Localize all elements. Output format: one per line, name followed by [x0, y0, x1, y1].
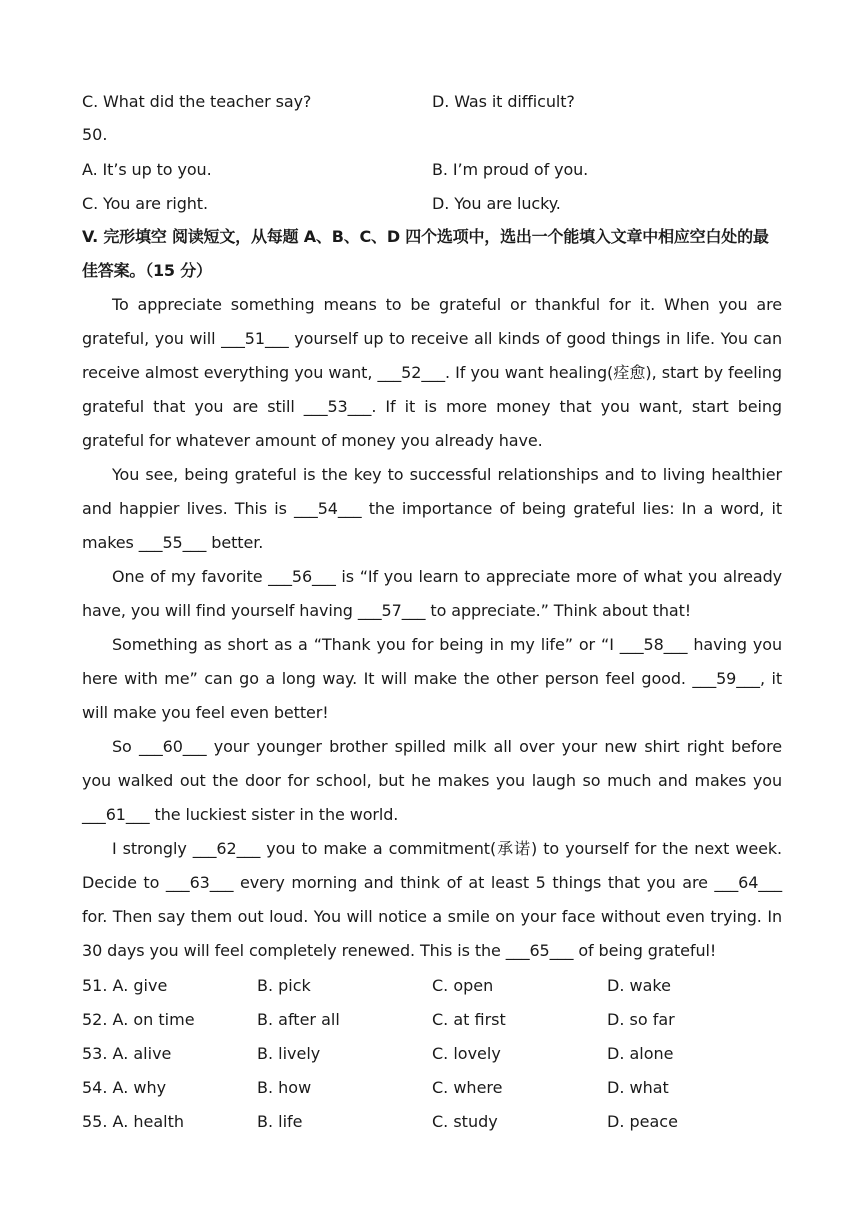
passage-paragraph-2: You see, being grateful is the key to successful relationships and to living healthier and happier lives. This is ___54___ the importance of being grateful lies: In a word, it makes ___55___ better. [82, 465, 782, 552]
option-a: A. It’s up to you. [82, 159, 212, 179]
choice-row-55 [82, 1104, 782, 1138]
option-c: C. What did the teacher say? [82, 91, 312, 111]
option-c: C. You are right. [82, 193, 208, 213]
choice-55-c: C. study [432, 1111, 498, 1131]
choice-51-c: C. open [432, 975, 494, 995]
choice-54-b: B. how [257, 1077, 312, 1097]
question-49-options-row [82, 84, 782, 118]
choice-row-52 [82, 1002, 782, 1036]
choice-51-d: D. wake [607, 975, 671, 995]
passage-paragraph-6: I strongly ___62___ you to make a commitment(承诺) to yourself for the next week. Decide to ___63___ every morning and think of at least 5 things that you are ___64___ for. Then say them out loud. You will notice a smile on your face without even trying. In 30 days you will feel completely renewed. This is the ___65___ of being grateful! [82, 839, 782, 960]
option-d: D. You are lucky. [432, 193, 561, 213]
choice-52-a: 52. A. on time [82, 1009, 195, 1029]
question-50-options-row-1 [82, 152, 782, 186]
question-50-options-row-2 [82, 186, 782, 220]
choice-52-b: B. after all [257, 1009, 340, 1029]
choice-53-c: C. lovely [432, 1043, 501, 1063]
passage-paragraph-5: So ___60___ your younger brother spilled milk all over your new shirt right before you walked out the door for school, but he makes you laugh so much and makes you ___61___ the luckiest sister in the world. [82, 737, 782, 824]
choice-52-c: C. at first [432, 1009, 506, 1029]
choice-54-a: 54. A. why [82, 1077, 167, 1097]
choice-53-d: D. alone [607, 1043, 674, 1063]
choice-53-a: 53. A. alive [82, 1043, 172, 1063]
question-50-number: 50. [82, 125, 108, 144]
choice-row-51 [82, 968, 782, 1002]
choice-55-a: 55. A. health [82, 1111, 185, 1131]
exam-page [82, 84, 782, 1138]
passage-paragraph-4: Something as short as a “Thank you for being in my life” or “I ___58___ having you here with me” can go a long way. It will make the other person feel good. ___59___, it will make you feel even better! [82, 635, 782, 722]
section-title: V. 完形填空 阅读短文，从每题 A、B、C、D 四个选项中，选出一个能填入文章中相应空白处的最佳答案。（15 分） [82, 227, 769, 280]
option-d: D. Was it difficult? [432, 91, 575, 111]
choice-51-b: B. pick [257, 975, 311, 995]
passage-paragraph-3: One of my favorite ___56___ is “If you learn to appreciate more of what you already have, you will find yourself having ___57___ to appreciate.” Think about that! [82, 567, 782, 620]
choice-row-53 [82, 1036, 782, 1070]
option-b: B. I’m proud of you. [432, 159, 589, 179]
choice-51-a: 51. A. give [82, 975, 168, 995]
choice-53-b: B. lively [257, 1043, 321, 1063]
choice-55-d: D. peace [607, 1111, 678, 1131]
choice-row-54 [82, 1070, 782, 1104]
choice-54-c: C. where [432, 1077, 503, 1097]
choice-52-d: D. so far [607, 1009, 675, 1029]
choice-55-b: B. life [257, 1111, 303, 1131]
passage-paragraph-1: To appreciate something means to be grateful or thankful for it. When you are grateful, you will ___51___ yourself up to receive all kinds of good things in life. You can receive almost everything you want, ___52___. If you want healing(痊愈), start by feeling grateful that you are still ___53___. If it is more money that you want, start being grateful for whatever amount of money you already have. [82, 295, 782, 450]
choice-54-d: D. what [607, 1077, 669, 1097]
